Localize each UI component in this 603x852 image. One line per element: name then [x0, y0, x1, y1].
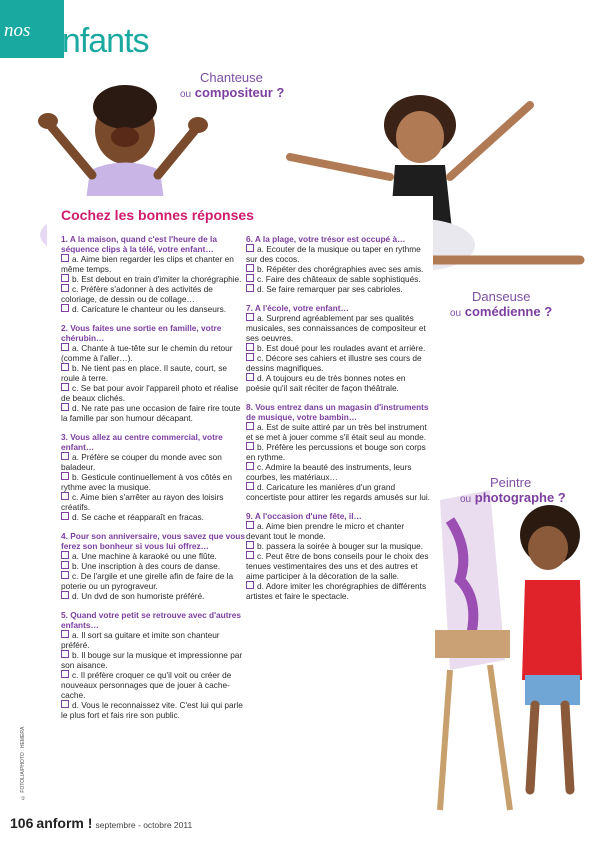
checkbox-icon[interactable]: [246, 373, 254, 381]
quiz-column-right: [246, 234, 430, 610]
question-title: 7. A l'école, votre enfant…: [246, 303, 349, 313]
checkbox-icon[interactable]: [61, 650, 69, 658]
checkbox-icon[interactable]: [246, 274, 254, 282]
checkbox-icon[interactable]: [61, 452, 69, 460]
section-title: enfants: [44, 22, 149, 60]
option-c[interactable]: c. De l'argile et une girelle afin de faire de la poterie ou un pyrograveur.: [61, 571, 234, 591]
issue-date: septembre - octobre 2011: [95, 820, 193, 830]
option-c[interactable]: c. Préfère s'adonner à des activités de coloriage, de dessin ou de collage…: [61, 284, 213, 304]
checkbox-icon[interactable]: [246, 313, 254, 321]
checkbox-icon[interactable]: [61, 254, 69, 262]
question-8: [246, 402, 430, 502]
option-b[interactable]: b. Gesticule continuellement à vos côtés en rythme avec la musique.: [61, 472, 233, 492]
option-a[interactable]: a. Chante à tue-tête sur le chemin du retour (comme à l'aller…).: [61, 343, 233, 363]
checkbox-icon[interactable]: [61, 670, 69, 678]
option-b[interactable]: b. Préfère les percussions et bouge son corps en rythme.: [246, 442, 426, 462]
magazine-name: anform !: [36, 815, 93, 831]
option-d[interactable]: d. A toujours eu de très bonnes notes en poésie qu'il sait réciter de façon théâtrale.: [246, 373, 406, 393]
option-a[interactable]: a. Ecouter de la musique ou taper en rythme sur des cocos.: [246, 244, 421, 264]
checkbox-icon[interactable]: [61, 571, 69, 579]
checkbox-icon[interactable]: [246, 551, 254, 559]
checkbox-icon[interactable]: [61, 403, 69, 411]
option-c[interactable]: c. Décore ses cahiers et illustre ses cours de dessins magnifiques.: [246, 353, 422, 373]
label-chanteuse: Chanteuse: [200, 70, 263, 85]
question-title: 8. Vous entrez dans un magasin d'instruments de musique, votre bambin…: [246, 402, 429, 422]
label-ou: ou: [450, 308, 462, 319]
question-9: [246, 511, 430, 601]
checkbox-icon[interactable]: [246, 442, 254, 450]
checkbox-icon[interactable]: [61, 304, 69, 312]
checkbox-icon[interactable]: [61, 591, 69, 599]
page-footer: [10, 815, 192, 831]
checkbox-icon[interactable]: [61, 512, 69, 520]
option-d[interactable]: d. Ne rate pas une occasion de faire rire toute la famille par son humour décapant.: [61, 403, 241, 423]
label-ou: ou: [460, 494, 472, 505]
option-a[interactable]: a. Surprend agréablement par ses qualités musicales, ses connaissances de compositeur et ses oeuvres.: [246, 313, 426, 343]
checkbox-icon[interactable]: [246, 482, 254, 490]
option-b[interactable]: b. Répéter des chorégraphies avec ses amis.: [246, 264, 430, 274]
label-danseuse: Danseuse: [472, 289, 531, 304]
option-b[interactable]: b. passera la soirée à bouger sur la musique.: [246, 541, 430, 551]
label-compositeur: compositeur ?: [194, 85, 285, 100]
label-ou: ou: [180, 89, 192, 100]
label-chanteuse-compositeur: [180, 70, 300, 102]
checkbox-icon[interactable]: [61, 284, 69, 292]
option-b[interactable]: b. Ne tient pas en place. Il saute, court, se roule à terre.: [61, 363, 227, 383]
option-d[interactable]: d. Un dvd de son humoriste préféré.: [61, 591, 245, 601]
question-title: 3. Vous allez au centre commercial, votre enfant…: [61, 432, 223, 452]
option-c[interactable]: c. Se bat pour avoir l'appareil photo et réalise de beaux clichés.: [61, 383, 239, 403]
checkbox-icon[interactable]: [61, 492, 69, 500]
checkbox-icon[interactable]: [246, 521, 254, 529]
checkbox-icon[interactable]: [246, 581, 254, 589]
question-title: 9. A l'occasion d'une fête, il…: [246, 511, 362, 521]
option-d[interactable]: d. Vous le reconnaissez vite. C'est lui qui parle le plus fort et fais rire son public.: [61, 700, 243, 720]
question-title: 6. A la plage, votre trésor est occupé à…: [246, 234, 406, 244]
option-b[interactable]: b. Une inscription à des cours de danse.: [61, 561, 245, 571]
option-b[interactable]: b. Est doué pour les roulades avant et arrière.: [246, 343, 430, 353]
option-a[interactable]: a. Il sort sa guitare et imite son chanteur préféré.: [61, 630, 220, 650]
option-d[interactable]: d. Adore imiter les chorégraphies de différents artistes et faire le spectacle.: [246, 581, 427, 601]
option-a[interactable]: a. Aime bien regarder les clips et chanter en même temps.: [61, 254, 234, 274]
checkbox-icon[interactable]: [246, 541, 254, 549]
quiz-title: Cochez les bonnes réponses: [61, 207, 254, 223]
checkbox-icon[interactable]: [61, 700, 69, 708]
checkbox-icon[interactable]: [246, 343, 254, 351]
question-title: 4. Pour son anniversaire, vous savez que vous ferez son bonheur si vous lui offrez…: [61, 531, 245, 551]
question-5: [61, 610, 245, 720]
checkbox-icon[interactable]: [61, 630, 69, 638]
option-b[interactable]: b. Est debout en train d'imiter la chorégraphie.: [61, 274, 245, 284]
option-a[interactable]: a. Une machine à karaoké ou une flûte.: [61, 551, 245, 561]
option-a[interactable]: a. Est de suite attiré par un très bel instrument et se met à jouer comme s'il était seul au monde.: [246, 422, 427, 442]
option-c[interactable]: c. Faire des châteaux de sable sophistiqués.: [246, 274, 430, 284]
option-b[interactable]: b. Il bouge sur la musique et impressionne par son aisance.: [61, 650, 243, 670]
question-title: 1. A la maison, quand c'est l'heure de la séquence clips à la télé, votre enfant…: [61, 234, 217, 254]
checkbox-icon[interactable]: [61, 343, 69, 351]
question-3: [61, 432, 245, 522]
option-d[interactable]: d. Se cache et réapparaît en fracas.: [61, 512, 245, 522]
label-peintre-photographe: [460, 475, 600, 507]
option-d[interactable]: d. Caricature le chanteur ou les danseurs.: [61, 304, 245, 314]
option-c[interactable]: c. Peut être de bons conseils pour le choix des tenues vestimentaires des uns et des autres et aime participer à la décoration de la salle.: [246, 551, 429, 581]
checkbox-icon[interactable]: [246, 244, 254, 252]
checkbox-icon[interactable]: [246, 264, 254, 272]
checkbox-icon[interactable]: [61, 472, 69, 480]
checkbox-icon[interactable]: [61, 274, 69, 282]
option-d[interactable]: d. Caricature les manières d'un grand concertiste pour attirer les regards amusés sur lui.: [246, 482, 430, 502]
painter-girl-illustration: [430, 490, 600, 820]
checkbox-icon[interactable]: [246, 462, 254, 470]
question-2: [61, 323, 245, 423]
checkbox-icon[interactable]: [61, 561, 69, 569]
question-7: [246, 303, 430, 393]
option-a[interactable]: a. Aime bien prendre le micro et chanter devant tout le monde.: [246, 521, 405, 541]
question-title: 2. Vous faites une sortie en famille, votre chérubin…: [61, 323, 222, 343]
checkbox-icon[interactable]: [246, 284, 254, 292]
label-peintre: Peintre: [490, 475, 532, 490]
checkbox-icon[interactable]: [246, 422, 254, 430]
option-d[interactable]: d. Se faire remarquer par ses cabrioles.: [246, 284, 430, 294]
checkbox-icon[interactable]: [61, 551, 69, 559]
checkbox-icon[interactable]: [246, 353, 254, 361]
label-comedienne: comédienne ?: [464, 304, 553, 319]
option-a[interactable]: a. Préfère se couper du monde avec son baladeur.: [61, 452, 222, 472]
question-title: 5. Quand votre petit se retrouve avec d'autres enfants…: [61, 610, 241, 630]
question-6: [246, 234, 430, 294]
checkbox-icon[interactable]: [61, 363, 69, 371]
question-1: [61, 234, 245, 314]
option-c[interactable]: c. Aime bien s'arrêter au rayon des loisirs créatifs.: [61, 492, 224, 512]
photo-credit: © FOTOLIA/PHOTO : HEMERA: [20, 726, 26, 800]
label-danseuse-comedienne: [450, 289, 600, 321]
section-title-small: nos: [4, 20, 31, 41]
option-c[interactable]: c. Admire la beauté des instruments, leurs courbes, les matériaux…: [246, 462, 412, 482]
quiz-column-left: [61, 234, 245, 729]
page-number: 106: [10, 815, 34, 831]
label-photographe: photographe ?: [474, 490, 566, 505]
checkbox-icon[interactable]: [61, 383, 69, 391]
option-c[interactable]: c. Il préfère croquer ce qu'il voit ou créer de nouveaux personnages que de jouer à cache-cache.: [61, 670, 232, 700]
question-4: [61, 531, 245, 601]
